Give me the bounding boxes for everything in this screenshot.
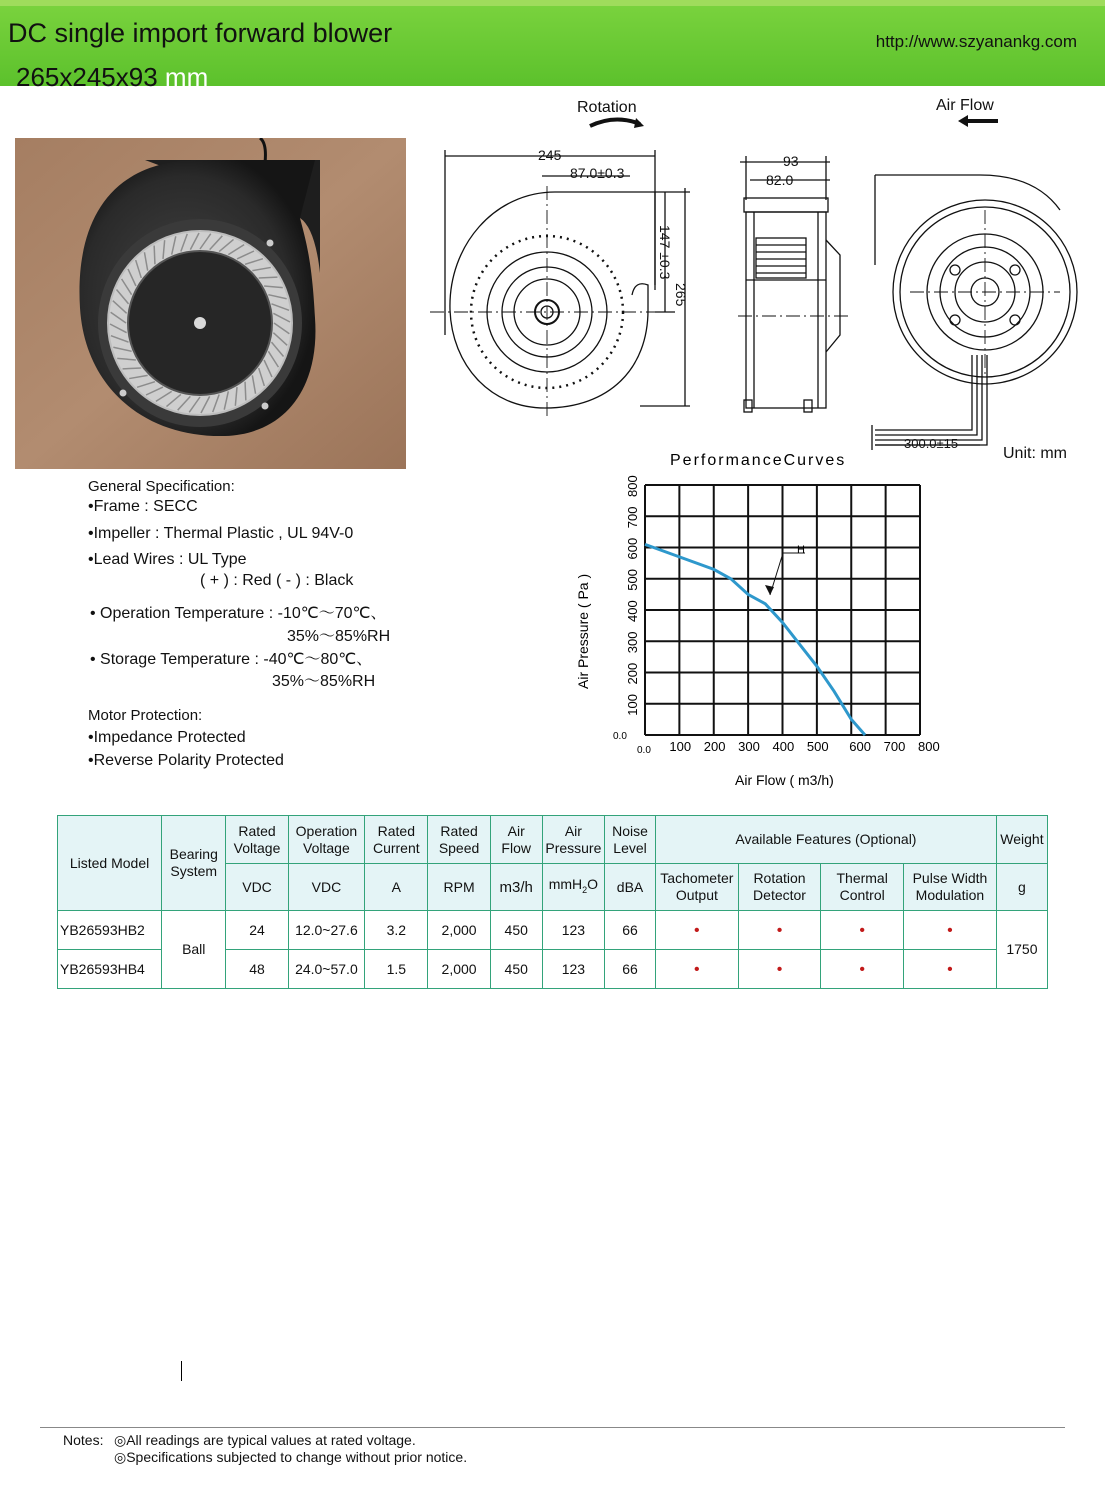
- cell-flow: 450: [490, 950, 542, 989]
- dimension-drawings: [420, 90, 1100, 470]
- col-weight: Weight: [996, 816, 1047, 864]
- unit-rated-voltage: VDC: [226, 864, 288, 911]
- cell-weight: 1750: [996, 911, 1047, 989]
- note-line-1: ◎All readings are typical values at rated voltage.: [114, 1432, 416, 1448]
- y-tick-label: 400: [625, 600, 640, 622]
- cell-speed: 2,000: [428, 911, 490, 950]
- table-header-row: [58, 816, 1048, 864]
- feature-rotation-detector: Rotation Detector: [738, 864, 821, 911]
- spec-impeller: •Impeller : Thermal Plastic , UL 94V-0: [88, 525, 354, 542]
- x-tick-label: 800: [918, 739, 940, 754]
- col-rated-current: Rated Current: [365, 816, 428, 864]
- notes-label: Notes:: [63, 1432, 104, 1448]
- spec-frame: •Frame : SECC: [88, 498, 198, 515]
- spec-operation-humidity: 35%～85%RH: [287, 628, 391, 645]
- airflow-label: Air Flow: [936, 97, 994, 114]
- cell-bearing: Ball: [162, 911, 226, 989]
- text-cursor: [181, 1361, 182, 1381]
- page-header: [0, 6, 1105, 92]
- y-tick-label: 500: [625, 569, 640, 591]
- spec-storage-humidity: 35%～85%RH: [272, 673, 376, 690]
- unit-weight: g: [996, 864, 1047, 911]
- y-tick-labels: [613, 475, 640, 742]
- y-tick-label: 600: [625, 537, 640, 560]
- product-photo: [15, 138, 406, 469]
- x-tick-label: 600: [849, 739, 871, 754]
- cell-flow: 450: [490, 911, 542, 950]
- unit-rated-current: A: [365, 864, 428, 911]
- cell-thermal-dot: •: [821, 950, 904, 989]
- unit-rated-speed: RPM: [428, 864, 490, 911]
- general-spec-heading: General Specification:: [88, 478, 235, 495]
- spec-operation-temperature: • Operation Temperature : -10℃～70℃、: [90, 605, 387, 622]
- note-line-2: ◎Specifications subjected to change without prior notice.: [114, 1449, 468, 1465]
- cell-speed: 2,000: [428, 950, 490, 989]
- x-tick-labels: [637, 739, 940, 756]
- col-bearing-system: Bearing System: [162, 816, 226, 911]
- cell-pwm-dot: •: [904, 911, 997, 950]
- spec-lead-wires: •Lead Wires : UL Type: [88, 551, 247, 568]
- y-tick-label: 800: [625, 475, 640, 497]
- notes-divider: [40, 1427, 1065, 1428]
- x-tick-label: 500: [806, 739, 829, 754]
- cell-rotation-dot: •: [738, 911, 821, 950]
- front-view-drawing: [430, 150, 690, 420]
- rotation-arrow-icon: [590, 119, 640, 126]
- col-noise-level: Noise Level: [605, 816, 656, 864]
- cell-current: 1.5: [365, 950, 428, 989]
- unit-air-pressure: mmH$_2$O: [542, 864, 604, 911]
- col-listed-model: Listed Model: [58, 816, 162, 911]
- chart-grid: [645, 485, 920, 735]
- y-tick-label: 0.0: [613, 731, 627, 742]
- col-air-flow: Air Flow: [490, 816, 542, 864]
- cell-model: YB26593HB2: [58, 911, 162, 950]
- y-tick-label: 100: [625, 694, 640, 716]
- back-view-drawing: [872, 175, 1077, 450]
- motor-protection-heading: Motor Protection:: [88, 707, 203, 724]
- y-tick-label: 300: [625, 631, 640, 654]
- rotation-label: Rotation: [577, 99, 637, 116]
- col-available-features: Available Features (Optional): [656, 816, 997, 864]
- feature-tachometer: Tachometer Output: [656, 864, 739, 911]
- dim-outlet-center: 147 ±0.3: [657, 225, 673, 280]
- unit-label: Unit: mm: [1003, 445, 1067, 462]
- y-tick-label: 200: [625, 662, 640, 685]
- cell-op-voltage: 24.0~57.0: [288, 950, 365, 989]
- col-operation-voltage: Operation Voltage: [288, 816, 365, 864]
- cell-tachometer-dot: •: [656, 950, 739, 989]
- unit-noise: dBA: [605, 864, 656, 911]
- dim-width: 245: [538, 147, 562, 163]
- dim-wire-length: 300.0±15: [904, 436, 959, 451]
- x-tick-label: 700: [883, 739, 906, 754]
- cell-rotation-dot: •: [738, 950, 821, 989]
- cell-pressure: 123: [542, 911, 604, 950]
- performance-chart: [565, 445, 985, 795]
- product-size: 265x245x93 mm: [16, 62, 209, 92]
- cell-voltage: 24: [226, 911, 288, 950]
- feature-thermal-control: Thermal Control: [821, 864, 904, 911]
- dim-outlet-width: 87.0±0.3: [570, 165, 625, 181]
- x-axis-label: Air Flow ( m3/h): [735, 772, 834, 788]
- col-air-pressure: Air Pressure: [542, 816, 604, 864]
- spec-impedance: •Impedance Protected: [88, 729, 246, 746]
- cell-op-voltage: 12.0~27.6: [288, 911, 365, 950]
- cell-current: 3.2: [365, 911, 428, 950]
- series-label-H: H: [797, 544, 805, 556]
- cell-noise: 66: [605, 950, 656, 989]
- size-unit: mm: [164, 62, 209, 92]
- dim-inner-depth: 82.0: [766, 172, 794, 188]
- cell-voltage: 48: [226, 950, 288, 989]
- model-spec-table: [57, 815, 1048, 989]
- cell-thermal-dot: •: [821, 911, 904, 950]
- y-axis-label: Air Pressure ( Pa ): [575, 573, 591, 689]
- x-tick-label: 400: [772, 739, 795, 754]
- dim-depth: 93: [783, 153, 799, 169]
- x-tick-label: 100: [669, 739, 692, 754]
- col-rated-voltage: Rated Voltage: [226, 816, 288, 864]
- x-tick-label: 0.0: [637, 745, 651, 756]
- spec-storage-temperature: • Storage Temperature : -40℃～80℃、: [90, 651, 373, 668]
- unit-operation-voltage: VDC: [288, 864, 365, 911]
- spec-lead-colors: ( + ) : Red ( - ) : Black: [200, 572, 354, 589]
- feature-pwm: Pulse Width Modulation: [904, 864, 997, 911]
- x-tick-label: 300: [738, 739, 760, 754]
- x-tick-label: 200: [703, 739, 726, 754]
- dim-height: 265: [673, 283, 689, 307]
- cell-model: YB26593HB4: [58, 950, 162, 989]
- series-line-H: [645, 544, 865, 735]
- website-url[interactable]: http://www.szyanankg.com: [875, 32, 1077, 51]
- cell-noise: 66: [605, 911, 656, 950]
- col-rated-speed: Rated Speed: [428, 816, 490, 864]
- cell-tachometer-dot: •: [656, 911, 739, 950]
- cell-pressure: 123: [542, 950, 604, 989]
- page-title: DC single import forward blower: [8, 18, 393, 48]
- side-view-drawing: [738, 156, 850, 412]
- spec-reverse-polarity: •Reverse Polarity Protected: [88, 752, 284, 769]
- cell-pwm-dot: •: [904, 950, 997, 989]
- table-row: [58, 911, 1048, 950]
- chart-title: PerformanceCurves: [670, 452, 847, 469]
- unit-air-flow: m3/h: [490, 864, 542, 911]
- y-tick-label: 700: [625, 506, 640, 529]
